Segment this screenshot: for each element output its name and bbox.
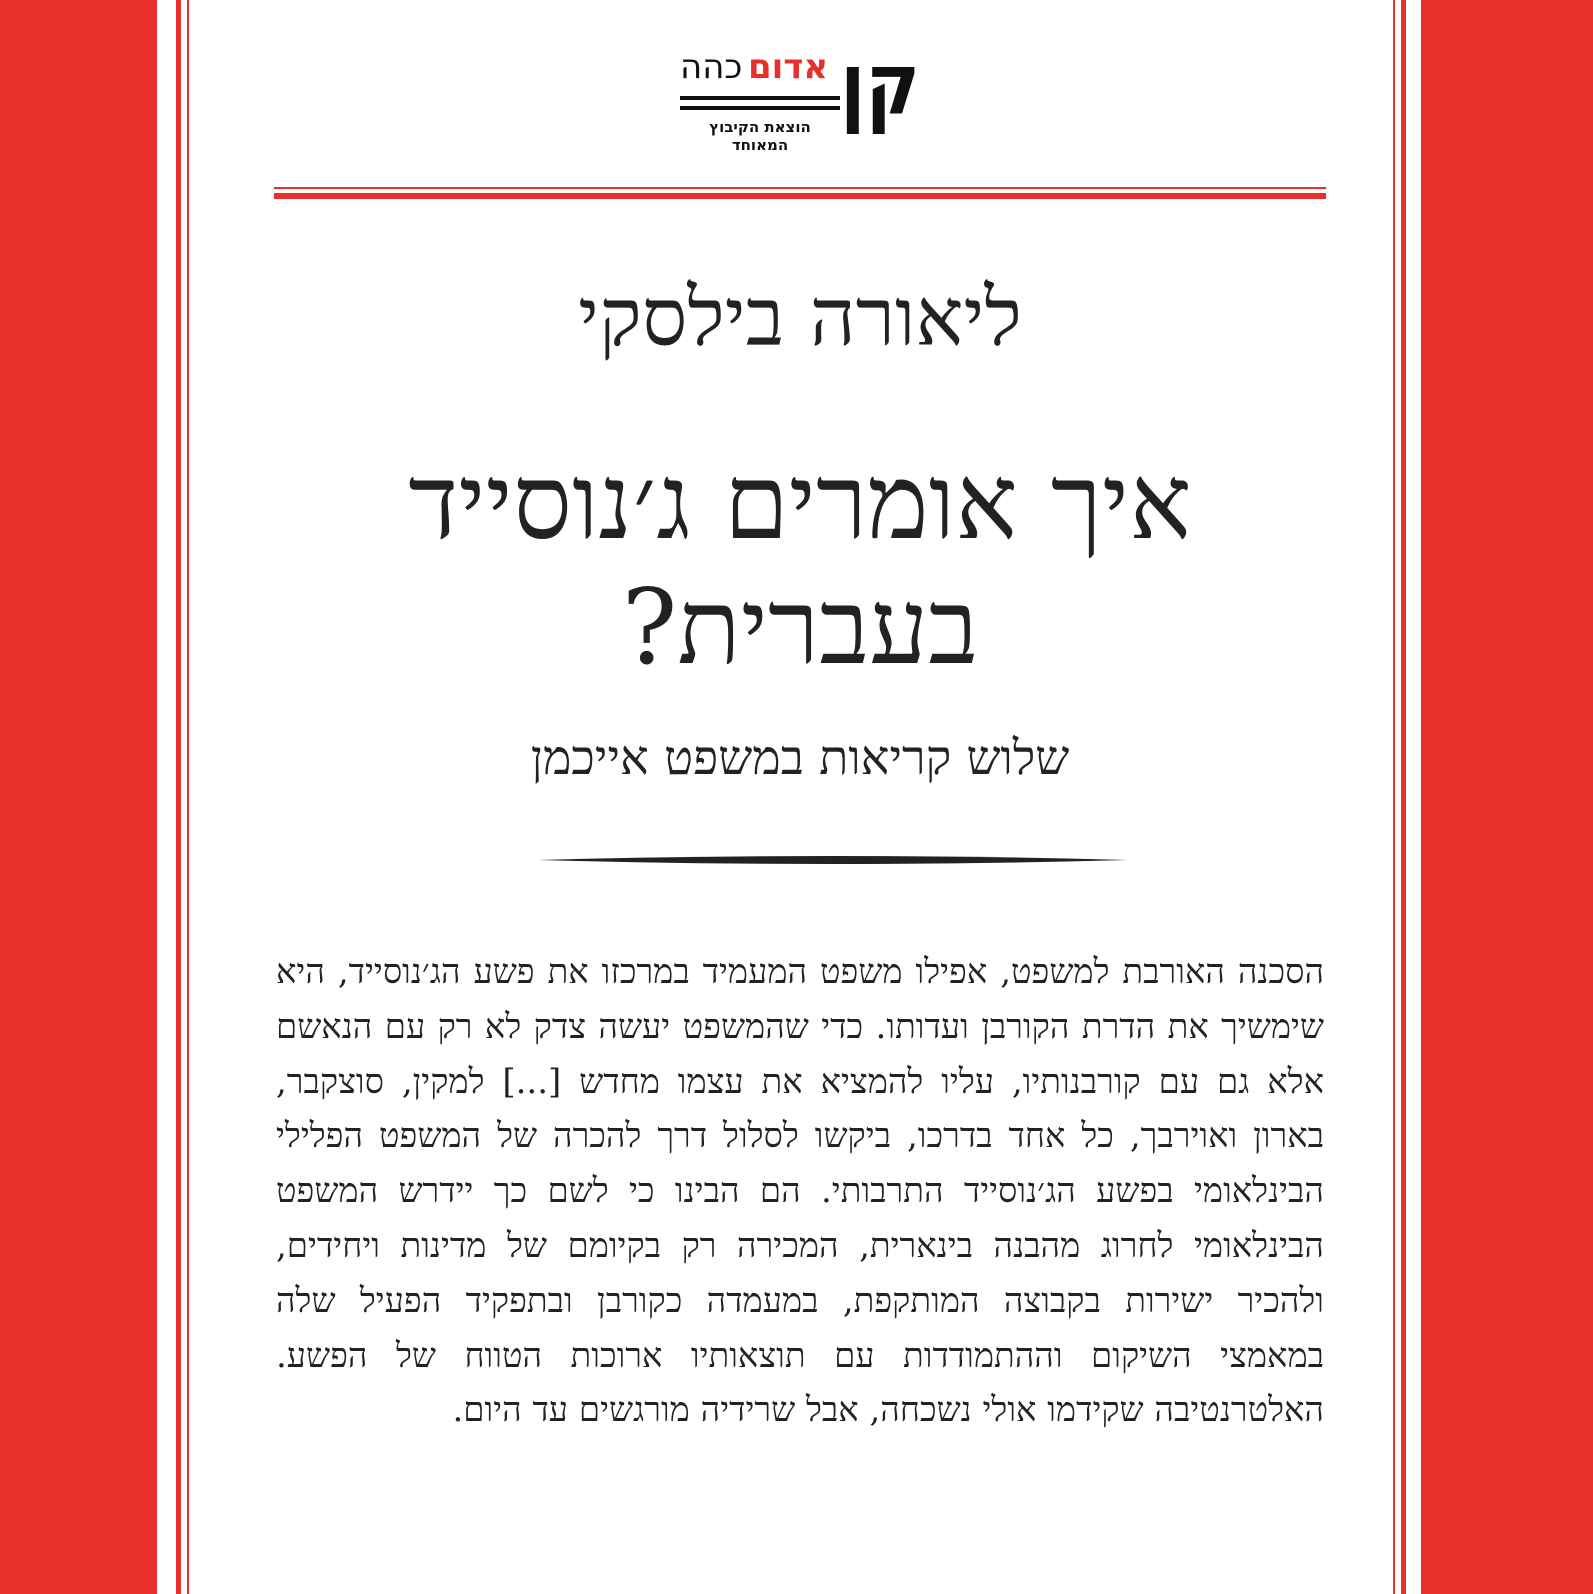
publisher-name: הוצאת הקיבוץ המאוחד — [709, 118, 811, 154]
logo-series-red: אדום — [748, 47, 829, 87]
logo-rule-bottom — [680, 106, 840, 110]
blurb-text: הסכנה האורבת למשפט, אפילו משפט המעמיד במרכזו את פשע הג׳נוסייד, היא שימשיך את הדרת הקורבן ועדותו. כדי שהמשפט יעשה צדק לא רק עם הנאשם אלא גם עם קורבנותיו, עליו להמציא את עצמו מחדש [...] למקין, סוצקבר, בארון ואוירבך, כל אחד בדרכו, ביקשו לסלול דרך להכרה של המשפט הפלילי הבינלאומי בפשע הג׳נוסייד התרבותי. הם הבינו כי לשם כך יידרש המשפט הבינלאומי לחרוג מהבנה בינארית, המכירה רק בקיומם של מדינות ויחידים, ולהכיר ישירות בקבוצה המותקפת, במעמדה כקורבן ובתפקיד הפעיל שלה במאמצי השיקום וההתמודדות עם תוצאותיו ארוכות הטווח של הפשע. האלטרנטיבה שקידמו אולי נשכחה, אבל שרידיה מורגשים עד היום. — [276, 952, 1324, 1431]
book-subtitle: שלוש קריאות במשפט אייכמן — [530, 730, 1070, 786]
book-title — [260, 440, 1340, 690]
logo-series-black: כהה — [680, 47, 743, 87]
book-title-line-2: בעברית? — [621, 565, 979, 688]
header-divider-thin — [274, 187, 1326, 189]
right-border-line-thick — [1401, 0, 1406, 1594]
book-title-line-1: איך אומרים ג׳נוסייד — [408, 441, 1192, 563]
logo-mark: קן — [840, 35, 920, 134]
publisher-logo — [680, 35, 920, 154]
ornament-divider — [538, 850, 1128, 870]
header-divider-thick — [274, 193, 1326, 199]
left-border-line-thin — [187, 0, 189, 1594]
author-name: ליאורה בילסקי — [578, 271, 1022, 364]
logo-rule-top — [680, 96, 840, 100]
left-border-line-thick — [176, 0, 181, 1594]
right-border-line-thin — [1393, 0, 1395, 1594]
